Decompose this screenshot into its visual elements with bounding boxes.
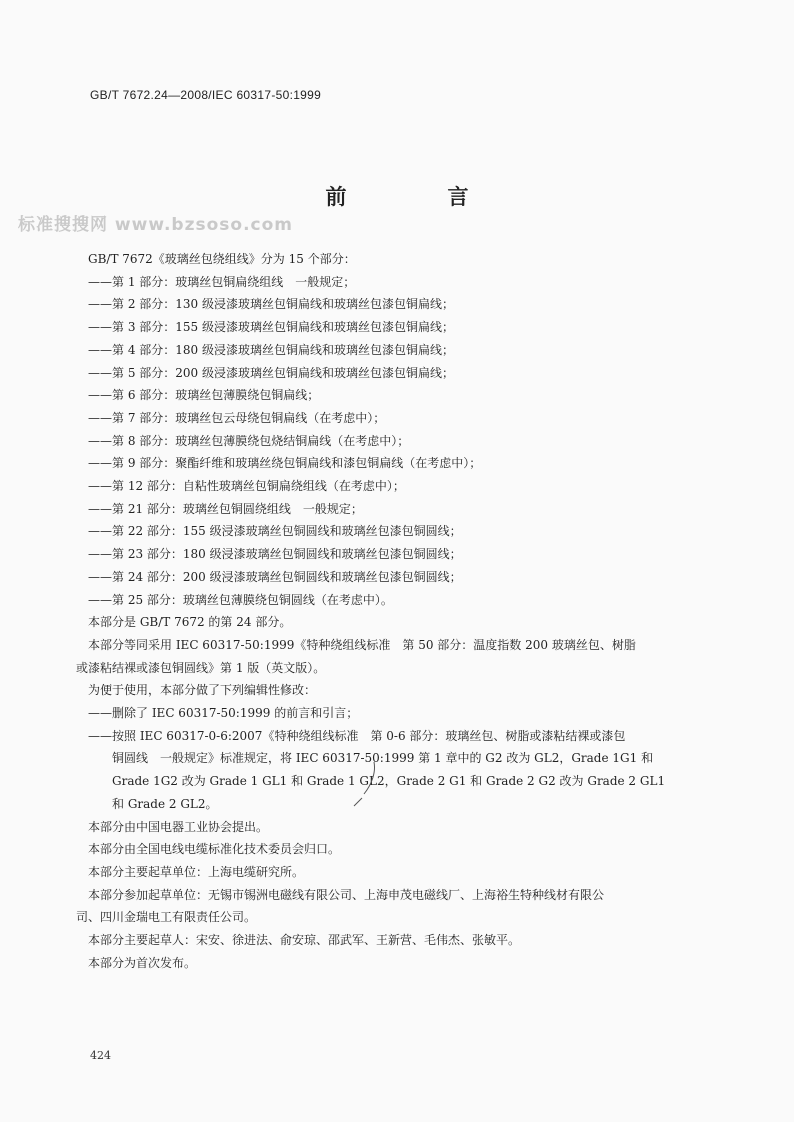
part-item: ——第 5 部分：200 级浸漆玻璃丝包铜扁线和玻璃丝包漆包铜扁线； bbox=[88, 365, 454, 380]
modification-continuation: Grade 1G2 改为 Grade 1 GL1 和 Grade 1 GL2，Grade 2 G1 和 Grade 2 G2 改为 Grade 2 GL1 bbox=[112, 774, 666, 789]
part-item: ——第 2 部分：130 级浸漆玻璃丝包铜扁线和玻璃丝包漆包铜扁线； bbox=[88, 297, 454, 312]
paragraph: 本部分等同采用 IEC 60317-50:1999《特种绕组线标准 第 50 部分：温度指数 200 玻璃丝包、树脂 bbox=[88, 637, 636, 652]
part-item: ——第 21 部分：玻璃丝包铜圆绕组线 一般规定； bbox=[88, 501, 363, 516]
paragraph: 为便于使用，本部分做了下列编辑性修改： bbox=[88, 683, 317, 698]
page-title: 前 言 bbox=[325, 185, 509, 209]
paragraph: 本部分参加起草单位：无锡市锡洲电磁线有限公司、上海申茂电磁线厂、上海裕生特种线材有限公 bbox=[88, 887, 605, 902]
part-item: ——第 25 部分：玻璃丝包薄膜绕包铜圆线（在考虑中）。 bbox=[88, 592, 393, 607]
page-number: 424 bbox=[90, 1049, 111, 1062]
part-item: ——第 8 部分：玻璃丝包薄膜绕包烧结铜扁线（在考虑中）； bbox=[88, 433, 410, 448]
modification-item: ——按照 IEC 60317-0-6:2007《特种绕组线标准 第 0-6 部分：玻璃丝包、树脂或漆粘结裸或漆包 bbox=[88, 728, 626, 743]
document-header: GB/T 7672.24—2008/IEC 60317-50:1999 bbox=[90, 88, 322, 102]
paragraph: 本部分主要起草人：宋安、徐进法、俞安琼、邵武军、王新营、毛伟杰、张敏平。 bbox=[88, 933, 521, 948]
watermark: 标准搜搜网 www.bzsoso.com bbox=[18, 215, 293, 235]
paragraph-continuation: 或漆粘结裸或漆包铜圆线》第 1 版（英文版）。 bbox=[76, 660, 326, 675]
part-item: ——第 12 部分：自粘性玻璃丝包铜扁绕组线（在考虑中）； bbox=[88, 479, 405, 494]
modification-continuation: 和 Grade 2 GL2。 bbox=[112, 796, 218, 811]
paragraph-continuation: 司、四川金瑞电工有限责任公司。 bbox=[76, 910, 257, 925]
part-item: ——第 6 部分：玻璃丝包薄膜绕包铜扁线； bbox=[88, 388, 320, 403]
paragraph: 本部分是 GB/T 7672 的第 24 部分。 bbox=[88, 615, 292, 630]
part-item: ——第 7 部分：玻璃丝包云母绕包铜扁线（在考虑中）； bbox=[88, 410, 386, 425]
part-item: ——第 9 部分：聚酯纤维和玻璃丝绕包铜扁线和漆包铜扁线（在考虑中）； bbox=[88, 456, 482, 471]
part-item: ——第 3 部分：155 级浸漆玻璃丝包铜扁线和玻璃丝包漆包铜扁线； bbox=[88, 320, 454, 335]
part-item: ——第 24 部分：200 级浸漆玻璃丝包铜圆线和玻璃丝包漆包铜圆线； bbox=[88, 569, 462, 584]
paragraph: 本部分主要起草单位：上海电缆研究所。 bbox=[88, 864, 305, 879]
paragraph: 本部分为首次发布。 bbox=[88, 955, 197, 970]
part-item: ——第 1 部分：玻璃丝包铜扁绕组线 一般规定； bbox=[88, 274, 356, 289]
pencil-mark bbox=[350, 760, 380, 810]
paragraph: 本部分由中国电器工业协会提出。 bbox=[88, 819, 269, 834]
foreword-body bbox=[76, 248, 718, 975]
part-item: ——第 4 部分：180 级浸漆玻璃丝包铜扁线和玻璃丝包漆包铜扁线； bbox=[88, 342, 454, 357]
paragraph: 本部分由全国电线电缆标准化技术委员会归口。 bbox=[88, 842, 341, 857]
intro-paragraph: GB/T 7672《玻璃丝包绕组线》分为 15 个部分： bbox=[88, 252, 356, 266]
modification-continuation: 铜圆线 一般规定》标准规定，将 IEC 60317-50:1999 第 1 章中的 G2 改为 GL2，Grade 1G1 和 bbox=[112, 751, 654, 766]
part-item: ——第 23 部分：180 级浸漆玻璃丝包铜圆线和玻璃丝包漆包铜圆线； bbox=[88, 547, 462, 562]
modification-item: ——删除了 IEC 60317-50:1999 的前言和引言； bbox=[88, 706, 359, 721]
part-item: ——第 22 部分：155 级浸漆玻璃丝包铜圆线和玻璃丝包漆包铜圆线； bbox=[88, 524, 462, 539]
